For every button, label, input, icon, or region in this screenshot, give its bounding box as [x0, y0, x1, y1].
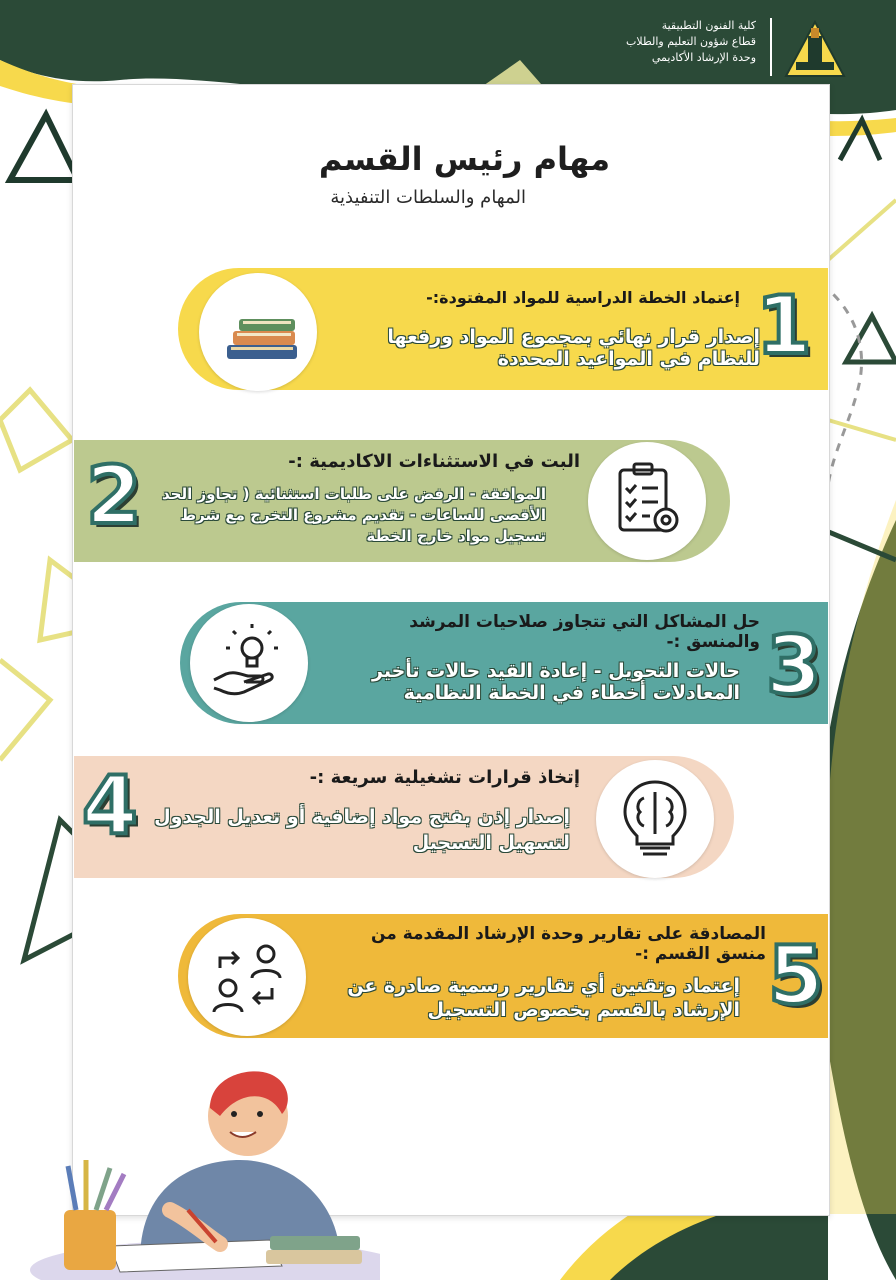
student-studying-illustration: [20, 1060, 380, 1280]
header-line-sector: قطاع شؤون التعليم والطلاب: [626, 35, 756, 48]
university-logo: [782, 14, 848, 80]
brain-bulb-icon: [610, 774, 700, 864]
task-3-number: 3: [766, 619, 822, 712]
task-4-heading: إتخاذ قرارات تشغيلية سريعة :-: [309, 767, 580, 788]
books-icon: [213, 287, 303, 377]
task-2-number: 2: [86, 449, 142, 542]
page-subtitle: المهام والسلطات التنفيذية: [330, 187, 526, 208]
task-4-number: 4: [82, 759, 138, 852]
task-3-heading: حل المشاكل التي تتجاوز صلاحيات المرشد والمنسق :-: [409, 612, 760, 652]
clipboard-gear-icon: [602, 456, 692, 546]
task-5-number: 5: [768, 929, 824, 1022]
task-3-body: حالات التحويل - إعادة القيد حالات تأخير المعادلات أخطاء في الخطة النظامية: [372, 660, 740, 704]
task-5-body: إعتماد وتقنين أي تقارير رسمية صادرة عن الإرشاد بالقسم بخصوص التسجيل: [347, 975, 740, 1021]
task-1-heading: إعتماد الخطة الدراسية للمواد المفتودة:-: [426, 288, 740, 307]
task-2-body: الموافقة - الرفض على طلبات استثنائية ( تجاوز الحد الأقصى للساعات - تقديم مشروع التخرج مع شرط تسجيل مواد خارج الخطة: [162, 485, 546, 545]
task-1-body: إصدار قرار نهائي بمجموع المواد ورفعها للنظام في المواعيد المحددة: [387, 326, 760, 370]
header-line-unit: وحدة الإرشاد الأكاديمي: [651, 51, 756, 64]
page-title: مهام رئيس القسم: [318, 140, 610, 178]
task-4-body: إصدار إذن بفتح مواد إضافية أو تعديل الجدول لتسهيل التسجيل: [154, 806, 570, 854]
task-5-heading: المصادقة على تقارير وحدة الإرشاد المقدمة من منسق القسم :-: [370, 924, 766, 964]
header-line-faculty: كلية الفنون التطبيقية: [661, 19, 756, 32]
people-exchange-icon: [202, 932, 292, 1022]
task-1-icon-circle: [199, 273, 317, 391]
institution-header: [556, 18, 756, 66]
task-5-icon-circle: [188, 918, 306, 1036]
task-1-number: 1: [756, 279, 812, 372]
task-4-icon-circle: [596, 760, 714, 878]
header-divider: [770, 18, 772, 76]
task-2-icon-circle: [588, 442, 706, 560]
task-2-heading: البت في الاستثناءات الاكاديمية :-: [288, 451, 580, 472]
hand-lightbulb-icon: [204, 618, 294, 708]
task-3-icon-circle: [190, 604, 308, 722]
